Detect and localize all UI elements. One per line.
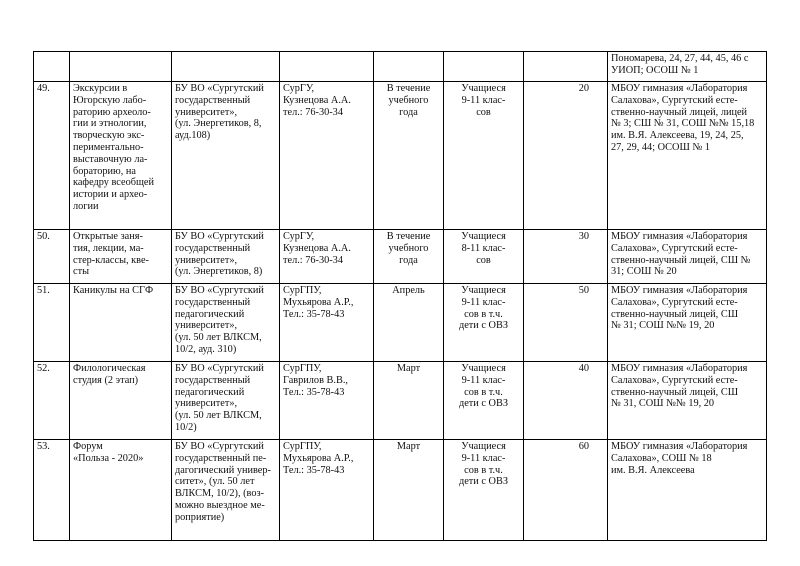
- institution: БУ ВО «Сургутский государственный пе- дагогический универ- ситет», (ул. 50 лет ВЛКСМ, 10/2), (воз- можно выездное ме- роприятие): [172, 440, 280, 541]
- schools: МБОУ гимназия «Лаборатория Салахова», Сургутский есте- ственно-научный лицей, лицей № 3; СШ № 31, СОШ №№ 15,18 им. В.Я. Алексеева, 19, 24, 25, 27, 29, 44; ОСОШ № 1: [608, 82, 767, 230]
- events-table: [33, 51, 767, 541]
- table-row: [34, 362, 767, 440]
- institution: [172, 52, 280, 82]
- participants: Учащиеся 9-11 клас- сов в т.ч. дети с ОВЗ: [444, 362, 524, 440]
- participants: [444, 52, 524, 82]
- event-name: Филологическая студия (2 этап): [70, 362, 172, 440]
- schools: МБОУ гимназия «Лаборатория Салахова», Сургутский есте- ственно-научный лицей, СШ № 31; СОШ № 20: [608, 230, 767, 284]
- row-number: [34, 52, 70, 82]
- participant-count: 30: [524, 230, 608, 284]
- institution: БУ ВО «Сургутский государственный педагогический университет», (ул. 50 лет ВЛКСМ, 10/2): [172, 362, 280, 440]
- event-name: Открытые заня- тия, лекции, ма- стер-классы, кве- сты: [70, 230, 172, 284]
- participants: Учащиеся 8-11 клас- сов: [444, 230, 524, 284]
- participants: Учащиеся 9-11 клас- сов в т.ч. дети с ОВЗ: [444, 440, 524, 541]
- period: [374, 52, 444, 82]
- table-row: [34, 82, 767, 230]
- contact: СурГПУ, Мухьярова А.Р., Тел.: 35-78-43: [280, 284, 374, 362]
- institution: БУ ВО «Сургутский государственный университет», (ул. Энергетиков, 8): [172, 230, 280, 284]
- schools: Пономарева, 24, 27, 44, 45, 46 с УИОП; ОСОШ № 1: [608, 52, 767, 82]
- period: Март: [374, 440, 444, 541]
- event-name: Экскурсии в Югорскую лабо- раторию археоло- гии и этнологии, творческую экс- периментально- выставочную ла- бораторию, на кафедру всеобщей истории и архео- логии: [70, 82, 172, 230]
- participant-count: [524, 52, 608, 82]
- table-row: [34, 52, 767, 82]
- contact: [280, 52, 374, 82]
- event-name: Каникулы на СГФ: [70, 284, 172, 362]
- event-name: [70, 52, 172, 82]
- row-number: 49.: [34, 82, 70, 230]
- event-name: Форум «Польза - 2020»: [70, 440, 172, 541]
- contact: СурГПУ, Мухьярова А.Р., Тел.: 35-78-43: [280, 440, 374, 541]
- participant-count: 40: [524, 362, 608, 440]
- period: Март: [374, 362, 444, 440]
- participant-count: 50: [524, 284, 608, 362]
- row-number: 50.: [34, 230, 70, 284]
- period: Апрель: [374, 284, 444, 362]
- institution: БУ ВО «Сургутский государственный педагогический университет», (ул. 50 лет ВЛКСМ, 10/2, ауд. 310): [172, 284, 280, 362]
- table-row: [34, 230, 767, 284]
- schools: МБОУ гимназия «Лаборатория Салахова», Сургутский есте- ственно-научный лицей, СШ № 31; СОШ №№ 19, 20: [608, 284, 767, 362]
- schools: МБОУ гимназия «Лаборатория Салахова», Сургутский есте- ственно-научный лицей, СШ № 31, СОШ №№ 19, 20: [608, 362, 767, 440]
- participants: Учащиеся 9-11 клас- сов в т.ч. дети с ОВЗ: [444, 284, 524, 362]
- contact: СурГУ, Кузнецова А.А. тел.: 76-30-34: [280, 230, 374, 284]
- participant-count: 60: [524, 440, 608, 541]
- table-row: [34, 284, 767, 362]
- row-number: 53.: [34, 440, 70, 541]
- institution: БУ ВО «Сургутский государственный университет», (ул. Энергетиков, 8, ауд.108): [172, 82, 280, 230]
- period: В течение учебного года: [374, 82, 444, 230]
- period: В течение учебного года: [374, 230, 444, 284]
- contact: СурГПУ, Гаврилов В.В., Тел.: 35-78-43: [280, 362, 374, 440]
- row-number: 52.: [34, 362, 70, 440]
- contact: СурГУ, Кузнецова А.А. тел.: 76-30-34: [280, 82, 374, 230]
- participants: Учащиеся 9-11 клас- сов: [444, 82, 524, 230]
- participant-count: 20: [524, 82, 608, 230]
- schools: МБОУ гимназия «Лаборатория Салахова», СОШ № 18 им. В.Я. Алексеева: [608, 440, 767, 541]
- row-number: 51.: [34, 284, 70, 362]
- table-row: [34, 440, 767, 541]
